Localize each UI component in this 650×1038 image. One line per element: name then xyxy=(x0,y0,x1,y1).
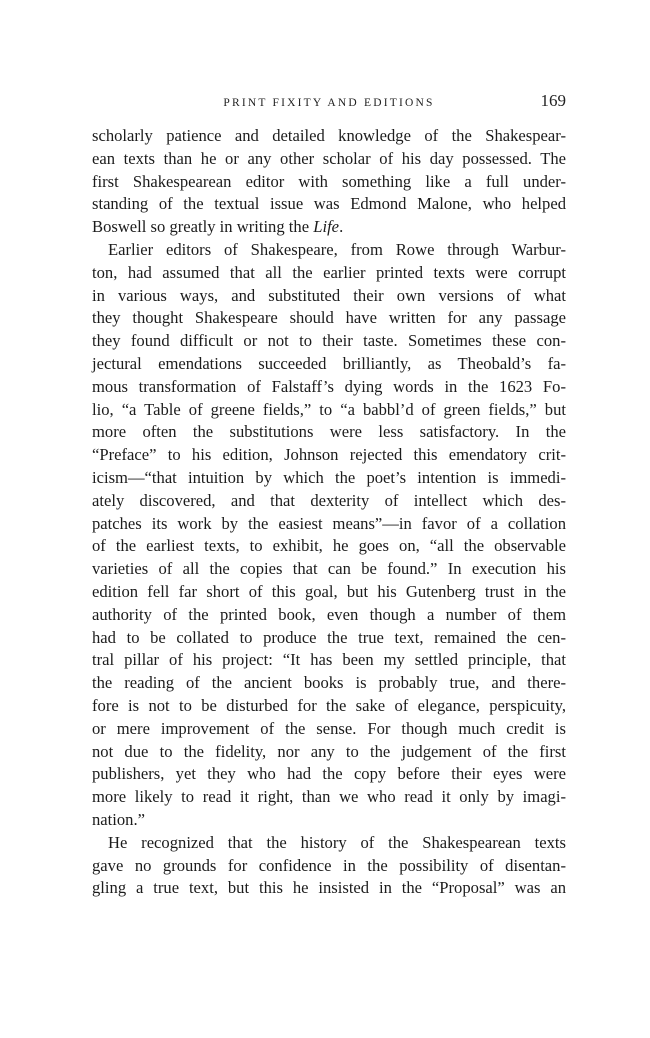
paragraph-2 xyxy=(92,239,566,832)
text-line: the reading of the ancient books is probably true, and there- xyxy=(92,673,566,693)
text-line: varieties of all the copies that can be found.” In execution his xyxy=(92,559,566,579)
text-line: more likely to read it right, than we who read it only by imagi- xyxy=(92,787,566,807)
text-line: icism—“that intuition by which the poet’s intention is immedi- xyxy=(92,467,566,487)
book-title-italic: Life xyxy=(313,217,340,237)
text-line: ately discovered, and that dexterity of intellect which des- xyxy=(92,490,566,510)
text-line: publishers, yet they who had the copy before their eyes were xyxy=(92,764,566,784)
book-page xyxy=(92,92,566,900)
text-line: scholarly patience and detailed knowledge of the Shakespear- xyxy=(92,126,566,145)
text-line: edition fell far short of this goal, but his Gutenberg trust in the xyxy=(92,581,566,601)
text-line: standing of the textual issue was Edmond Malone, who helped xyxy=(92,194,566,214)
text-line: jectural emendations succeeded brilliantly, as Theobald’s fa- xyxy=(92,353,566,373)
text-line: they found difficult or not to their taste. Sometimes these con- xyxy=(92,331,566,351)
text-line-indented: Earlier editors of Shakespeare, from Rowe through Warbur- xyxy=(108,239,566,259)
text-line: patches its work by the easiest means”—in favor of a collation xyxy=(92,513,566,533)
text-line: tral pillar of his project: “It has been my settled principle, that xyxy=(92,650,566,670)
text-line: “Preface” to his edition, Johnson rejected this emendatory crit- xyxy=(92,445,566,465)
paragraph-3 xyxy=(92,832,566,900)
text-line: more often the substitutions were less satisfactory. In the xyxy=(92,422,566,442)
text-line: ton, had assumed that all the earlier printed texts were corrupt xyxy=(92,262,566,282)
text-line: gling a true text, but this he insisted in the “Proposal” was an xyxy=(92,878,566,898)
text-line: had to be collated to produce the true text, remained the cen- xyxy=(92,627,566,647)
text-line: they thought Shakespeare should have written for any passage xyxy=(92,308,566,328)
text-line: mous transformation of Falstaff’s dying words in the 1623 Fo- xyxy=(92,376,566,396)
text-line: gave no grounds for confidence in the possibility of disentan- xyxy=(92,855,566,875)
text-line: first Shakespearean editor with something like a full under- xyxy=(92,171,566,191)
text-line: of the earliest texts, to exhibit, he goes on, “all the observable xyxy=(92,536,566,556)
text-line-last: nation.” xyxy=(92,809,145,829)
text-line-last: Boswell so greatly in writing the Life. xyxy=(92,217,344,237)
page-number: 169 xyxy=(540,91,566,110)
running-head xyxy=(92,92,566,114)
running-title: PRINT FIXITY AND EDITIONS xyxy=(223,97,435,109)
text-line: fore is not to be disturbed for the sake of elegance, perspicuity, xyxy=(92,695,566,715)
body-text xyxy=(92,125,566,900)
text-line: in various ways, and substituted their own versions of what xyxy=(92,285,566,305)
text-line: lio, “a Table of greene fields,” to “a babbl’d of green fields,” but xyxy=(92,399,566,419)
text-line-indented: He recognized that the history of the Shakespearean texts xyxy=(108,832,566,852)
paragraph-1 xyxy=(92,125,566,239)
text-line: authority of the printed book, even though a number of them xyxy=(92,604,566,624)
text-line: ean texts than he or any other scholar of his day possessed. The xyxy=(92,148,566,168)
text-line: or mere improvement of the sense. For though much credit is xyxy=(92,718,566,738)
text-line: not due to the fidelity, nor any to the judgement of the first xyxy=(92,741,566,761)
